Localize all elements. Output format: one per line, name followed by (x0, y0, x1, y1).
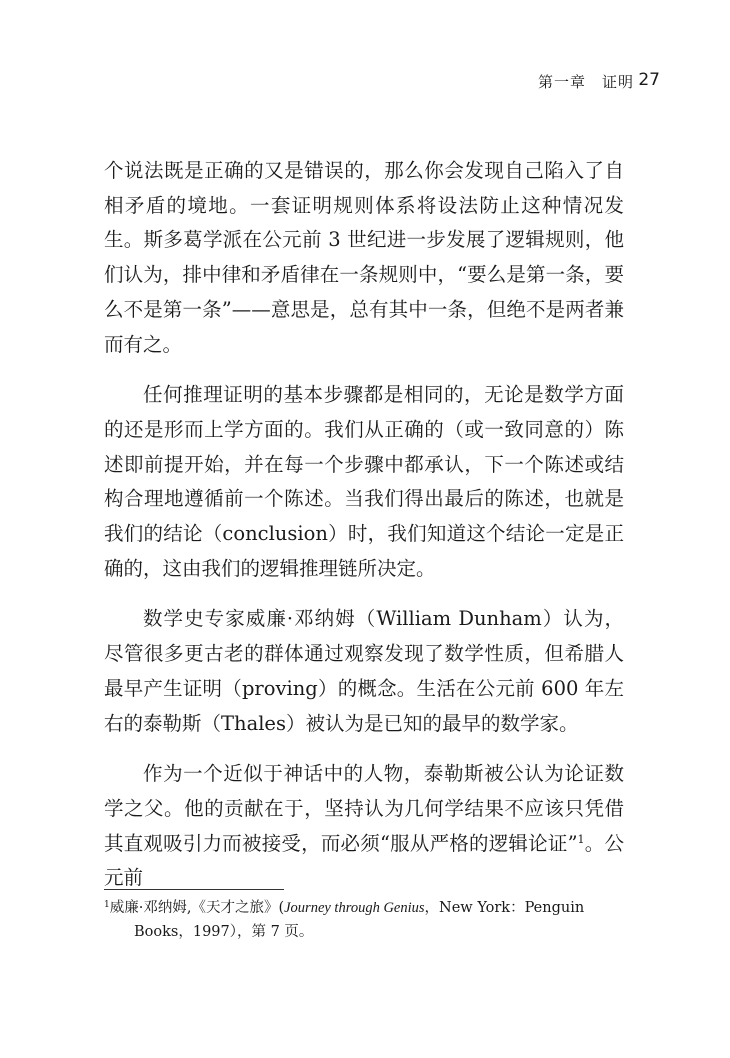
footnote (104, 896, 630, 944)
paragraph-text-tail: 。公元前 (104, 831, 624, 890)
paragraph (104, 757, 624, 896)
paragraph-continued: 个说法既是正确的又是错误的，那么你会发现自己陷入了自相矛盾的境地。一套证明规则体系将设法防止这种情况发生。斯多葛学派在公元前 3 世纪进一步发展了逻辑规则，他们认为，排中律和矛盾律在一条规则中，“要么是第一条，要么不是第一条”——意思是，总有其中一条，但绝不是两者兼而有之。 (104, 159, 624, 356)
running-head (0, 70, 730, 94)
footnote-marker: 1 (104, 900, 110, 910)
chapter-title: 第一章 证明 (537, 73, 634, 91)
footnote-line-2: Books，1997），第 7 页。 (134, 924, 314, 940)
footnote-book-title: Journey through Genius (284, 900, 425, 916)
footnote-reference: 1 (577, 832, 585, 846)
paragraph: 任何推理证明的基本步骤都是相同的，无论是数学方面的还是形而上学方面的。我们从正确的（或一致同意的）陈述即前提开始，并在每一个步骤中都承认，下一个陈述或结构合理地遵循前一个陈述。当我们得出最后的陈述，也就是我们的结论（conclusion）时，我们知道这个结论一定是正确的，这由我们的逻辑推理链所决定。 (104, 383, 624, 580)
footnote-text: 威廉·邓纳姆,《天才之旅》( (109, 900, 285, 916)
paragraph-text: 作为一个近似于神话中的人物，泰勒斯被公认为论证数学之父。他的贡献在于，坚持认为几何学结果不应该只凭借其直观吸引力而被接受，而必须“服从严格的逻辑论证” (104, 762, 624, 855)
body-text (104, 154, 624, 896)
page-number: 27 (638, 70, 660, 90)
footnote-divider (104, 889, 284, 890)
footnote-publisher: ，New York：Penguin (424, 900, 585, 916)
paragraph: 数学史专家威廉·邓纳姆（William Dunham）认为，尽管很多更古老的群体通过观察发现了数学性质，但希腊人最早产生证明（proving）的概念。生活在公元前 600 年左右的泰勒斯（Thales）被认为是已知的最早的数学家。 (104, 607, 624, 735)
footnote-line (104, 896, 630, 920)
